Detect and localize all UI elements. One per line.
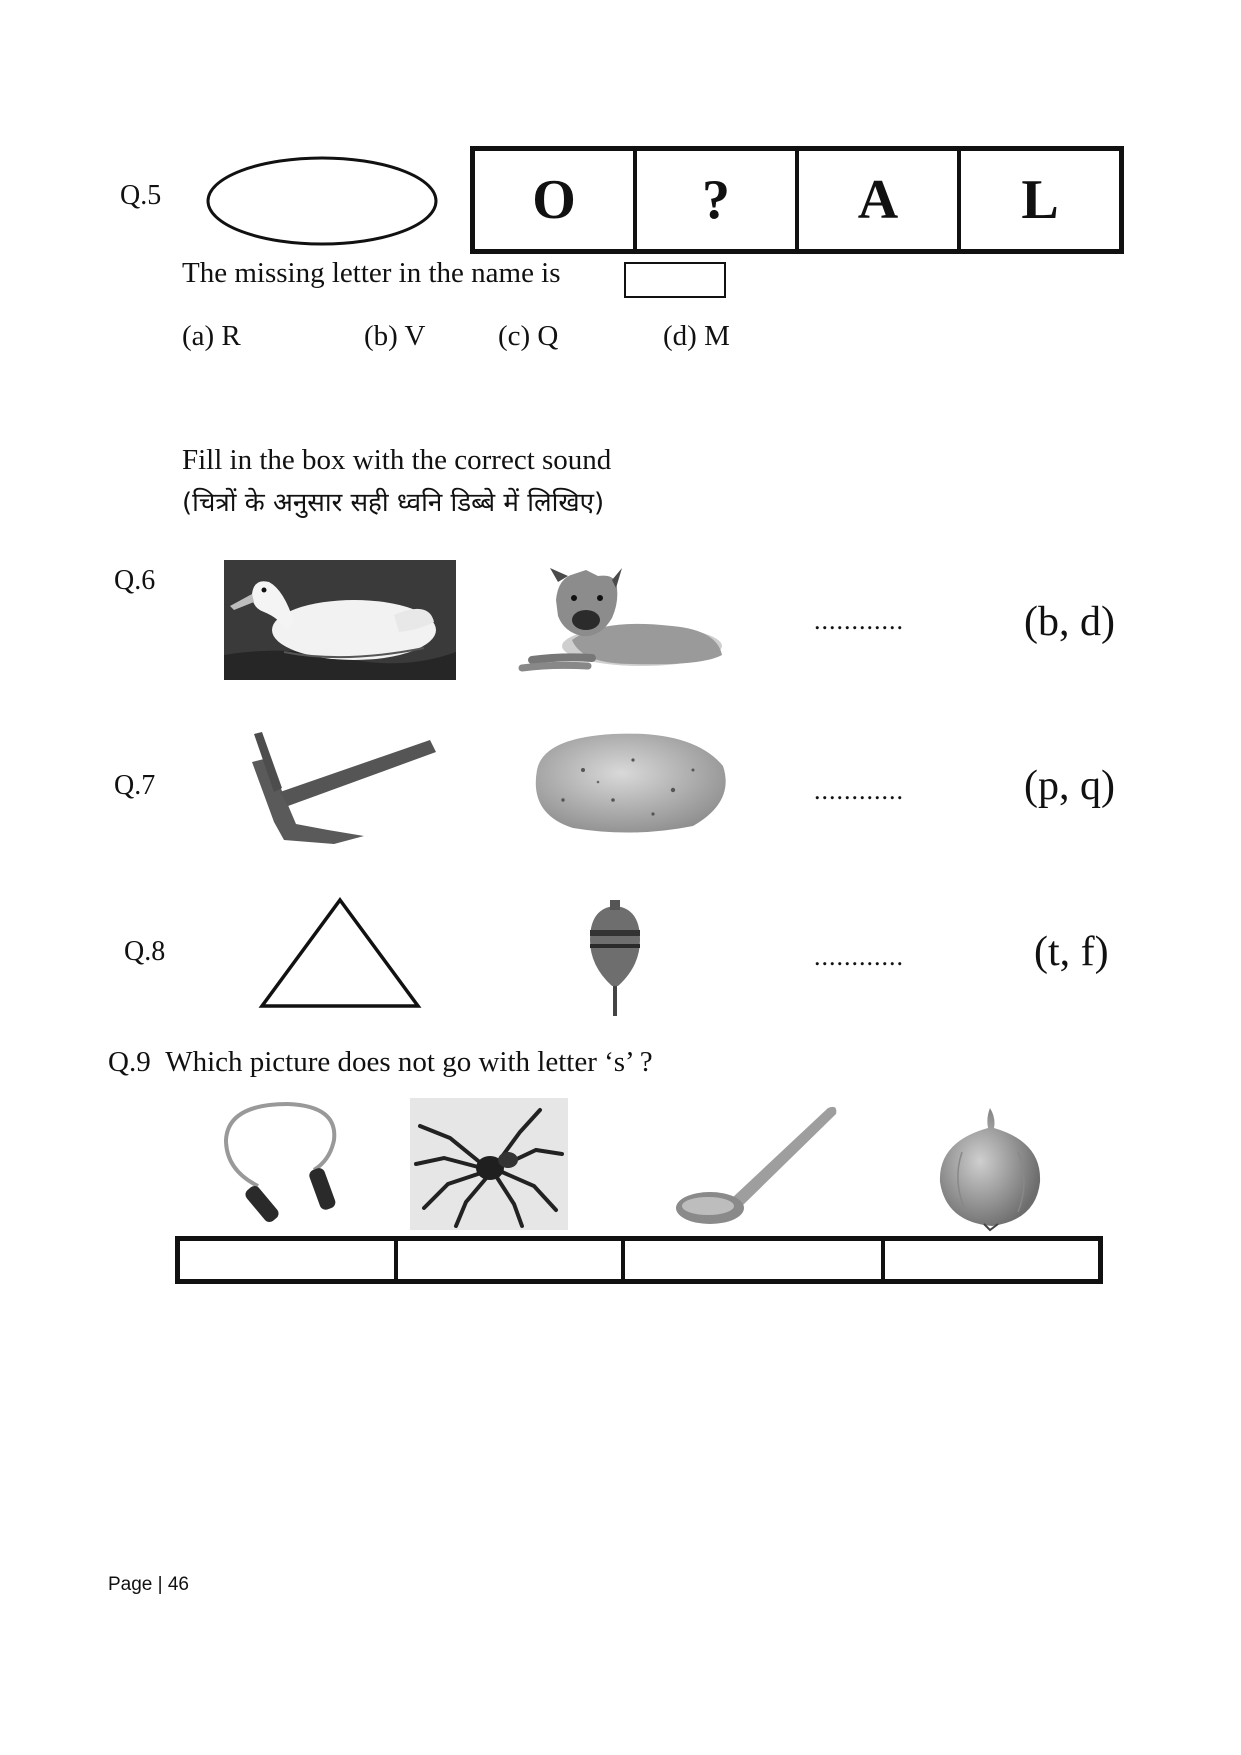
q9-answer-cell-3[interactable] bbox=[625, 1241, 885, 1279]
spider-image bbox=[410, 1098, 568, 1230]
q9-number: Q.9 bbox=[108, 1046, 151, 1078]
letter-box-3: A bbox=[799, 151, 961, 249]
q6-number: Q.6 bbox=[114, 565, 156, 596]
q5-option-b[interactable]: (b) V bbox=[364, 320, 426, 352]
q5-answer-box[interactable] bbox=[624, 262, 726, 298]
plough-image bbox=[244, 732, 438, 846]
letter-box-1: O bbox=[475, 151, 637, 249]
q5-prompt: The missing letter in the name is bbox=[182, 257, 561, 289]
page-number-footer: Page | 46 bbox=[108, 1574, 190, 1595]
q8-answer-blank[interactable]: ............ bbox=[814, 942, 904, 971]
q9-answer-cell-2[interactable] bbox=[398, 1241, 625, 1279]
spoon-image bbox=[672, 1102, 840, 1226]
triangle-image bbox=[258, 896, 422, 1010]
letter-box-4: L bbox=[1021, 169, 1059, 231]
q9-question bbox=[108, 1046, 653, 1079]
q5-option-d[interactable]: (d) M bbox=[663, 320, 730, 352]
potato-image bbox=[523, 730, 733, 836]
q5-number: Q.5 bbox=[120, 180, 162, 211]
q6-answer-blank[interactable]: ............ bbox=[814, 606, 904, 635]
section-instruction-hindi: (चित्रों के अनुसार सही ध्वनि डिब्बे में लिखिए) bbox=[182, 488, 605, 518]
letter-box-2[interactable]: ? bbox=[637, 151, 799, 249]
section-instruction: Fill in the box with the correct sound bbox=[182, 444, 612, 476]
q8-number: Q.8 bbox=[124, 936, 166, 967]
q9-answer-cell-4[interactable] bbox=[885, 1241, 1095, 1279]
q6-choices: (b, d) bbox=[1024, 599, 1115, 645]
q7-choices: (p, q) bbox=[1024, 763, 1115, 809]
oval-shape-image bbox=[204, 154, 440, 248]
duck-image bbox=[224, 560, 456, 680]
q8-choices: (t, f) bbox=[1034, 929, 1109, 975]
q5-option-c[interactable]: (c) Q bbox=[498, 320, 559, 352]
onion-image bbox=[932, 1102, 1052, 1232]
q7-number: Q.7 bbox=[114, 770, 156, 801]
q9-answer-cell-1[interactable] bbox=[180, 1241, 398, 1279]
q7-answer-blank[interactable]: ............ bbox=[814, 776, 904, 805]
q5-word-boxes bbox=[470, 146, 1124, 254]
q5-option-a[interactable]: (a) R bbox=[182, 320, 241, 352]
dog-image bbox=[512, 560, 738, 676]
q9-text: Which picture does not go with letter ‘s’ ? bbox=[165, 1046, 653, 1078]
skipping-rope-image bbox=[218, 1100, 364, 1226]
spinning-top-image bbox=[584, 900, 646, 1018]
q9-answer-row bbox=[175, 1236, 1103, 1284]
